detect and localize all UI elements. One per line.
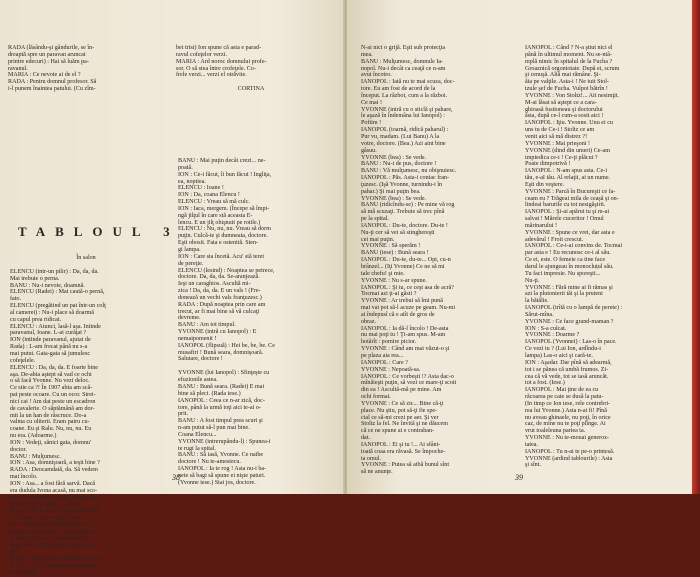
text-line: paravanul, Ioane. L-ai curăţat ? [10, 330, 87, 337]
text-line: duci la o petrecere... Când se-ntorc [10, 528, 95, 535]
text-line: YVONNE (bea) : Se vede. [361, 154, 427, 161]
text-line: mai încolo. [10, 474, 38, 481]
left-top-column-2 [176, 45, 326, 97]
text-line: Poate dimpotrivă ! [525, 161, 571, 168]
text-line: Stoltz la fel. Ne învită şi ne dăucem [361, 421, 448, 428]
text-line: ION : Aşadar. Dar pînă să adearmă, [525, 359, 612, 366]
text-line: trecut, ar fi mai bine să vă culcaţi [178, 308, 260, 315]
text-line: că ce ne spune ai e contraban- [361, 428, 435, 435]
left-top-column-1 [8, 45, 158, 97]
text-line: IANOPOL : Ce-i-ai convins de. Tocmai [525, 243, 623, 250]
text-line: coana Elencu, gata, s-a făcut ! [10, 501, 84, 508]
text-line: ELENCU (lesind) : Noaptea se petrece, [178, 267, 275, 274]
text-line: zica ! Da, da, da. E un vals ! (Fre- [178, 288, 261, 295]
text-line: cea că vă vede, tot se iasă aruncăt. [525, 373, 609, 380]
text-line: YVONNE (intrerupându-l) : Spunea-i [178, 438, 271, 445]
text-line: ION : Care sta încetă. Acu' stă teret [178, 253, 265, 260]
text-line: lencu. E un jilţ obişnuit pe rotile.) [178, 219, 261, 226]
text-line: Nu-ţi. [525, 277, 540, 284]
text-line: ELENCU : Ioane ! [178, 185, 224, 192]
tablou-title: TABLOUL 3 [18, 224, 180, 239]
text-line: n-am putut să-l pun mai bine. [178, 425, 250, 432]
text-line: BANU : Am tot timpul. [178, 322, 236, 329]
text-line: nu mai poţi tu ! Ţi-am spus. M-am [361, 332, 446, 339]
text-line: o să facă Yvonne. Nu vezi deloc. [10, 378, 90, 385]
text-line: IANOPOL : Care ? [361, 359, 408, 366]
text-line: ELENCU : Vreau să mă culc. [178, 199, 250, 206]
text-line: mplă nimic în spitalul de la Fucha ? [525, 58, 613, 65]
text-line: ELENCU : Da, da, da. E foarte bine [10, 364, 98, 371]
text-line: lampa) Las-o aici şi cară-te. [525, 352, 593, 359]
text-line: YVONNE : Când am mai văzut-o şi [361, 346, 450, 353]
text-line: unde calcă. Nici dinsa el nici coco' [10, 542, 95, 549]
text-line: şi sînt. [525, 462, 541, 469]
text-line: RADA : Să vedem ce va spune când [10, 508, 99, 515]
text-line: darul le ajungeau în monocluțul său. [525, 264, 614, 270]
text-line: te rugi la spital. [178, 445, 216, 452]
text-line: ION : Ce-i făcut, îi bun făcut ! Ingliţa, [178, 171, 272, 178]
text-line: YVONNE : Doarme ? [525, 332, 580, 339]
text-line: ION : S-a culcat. [525, 325, 567, 332]
text-line: YVONNE : Ce să zic... Bine că-ţi [361, 400, 444, 407]
text-line: ăsta, după ce-l cum-a sosit aici ! [525, 113, 604, 120]
text-line: ELENCU (intr-un pilir) : Da, da, da. [10, 268, 99, 275]
text-line: YVONNE : Ce face grand-maman ? [525, 318, 614, 325]
text-line: Rada) : L-am frecat până nu s-a [10, 344, 88, 351]
text-line: IANOPOL : Când ? N-a ştiut nici el [525, 45, 613, 51]
text-line: ELENCU : Nu, nu, nu. Vreau să dorm [178, 226, 271, 233]
text-line: valma cu oliterii. Eram patru cu- [10, 419, 90, 426]
text-line: YVONNE : Ar trebui să îmi pună [361, 298, 443, 305]
text-line: Salutare, doctore ! [178, 356, 223, 363]
text-line: donează un vechi vals franţuzesc.) [178, 294, 262, 301]
text-line: doctor. [10, 446, 27, 453]
text-line: Tocmai azi ţi-ai găsit ? [361, 291, 417, 298]
text-line: nete să bagi să spune ei nişte paturi. [178, 472, 266, 479]
text-line: tatea. [525, 441, 539, 448]
text-line: ochi format. [361, 394, 391, 401]
text-line: la beţi chiori, nici nu mai văd pe [10, 535, 89, 542]
text-line: YVONNE (ardind tablourile) : Asta [525, 455, 613, 462]
text-line: place. Nu ştiu, pot să-ţi fie spe- [361, 407, 438, 414]
text-line: fato. [10, 296, 21, 303]
text-line: IANOPOL : Tu n-ai te pe-o printesă. [525, 448, 615, 455]
text-line: printre edecuri) : Hai să luăm pa- [8, 58, 89, 65]
text-line: vrut toaleleuna pariea ta. [525, 428, 586, 435]
text-line: ION : Da, coana Elencu ! [178, 192, 240, 199]
text-line: nu aveau ghinaele, nu poţi, în orice [525, 414, 611, 421]
text-line: Pol. [10, 549, 20, 556]
left-page [0, 0, 345, 576]
text-line: Eşti din veştere. [525, 181, 565, 188]
text-line: Eşti obosit. Fata e ostenită. Sten- [178, 240, 259, 247]
text-line: salvat ! Mărele cuceritor ! Omul [525, 216, 604, 223]
text-line: YVONNE : Nu s-ar spune. [361, 277, 427, 284]
text-line: mai vai pot să-l acuze pe geam. Nu-mi [361, 305, 456, 312]
text-line: pahar.) Şi mai puţin bea. [361, 188, 421, 195]
text-line: nu era. (Adoarme.) [10, 433, 57, 440]
text-line: IANOPOL : Şi tu, ce ceşt asa de acră? [361, 284, 455, 291]
text-line: RADA (lăsându-şi gândurile, se în- [8, 45, 95, 51]
text-line: CORTINA [237, 86, 265, 93]
text-line: YVONNE (intră cu Ianopol) : E [178, 329, 257, 336]
text-line: mea. [361, 51, 373, 58]
text-line: BANU : Nu-i nevoie, doamnă. [10, 282, 85, 289]
text-line: ta omul. [361, 455, 381, 462]
text-line: IANOPOL (Yvonnei) : Las-o în pace. [525, 339, 617, 346]
text-line: ceam eu ? Trăgeai mila de ceaşă şi on- [525, 195, 619, 202]
text-line: doctore. Da, da, da. Se-aranjează. [178, 274, 260, 281]
text-line: aşa. De-abia aştept să vad ce ochi [10, 371, 92, 378]
text-line: Ce ei, este. O femeie ca tine face [525, 257, 606, 264]
text-line: În salon [76, 255, 96, 261]
text-line: mărinarului ! [525, 222, 557, 229]
text-line: YVONNE (intră cu o sticlă şi pahare, [361, 106, 453, 113]
text-line: ăia pe valţile. Asta-i ! Ne iuit Stol- [525, 79, 609, 86]
text-line: M-ai lăsat să aştept ce a cara- [525, 99, 597, 106]
text-line: hotărît : pornire picior. [361, 339, 417, 346]
text-line: ţuzesc. (Işă Yvonne, turnindu-i în [361, 181, 443, 188]
text-line: BANU : Mulţumesc. [10, 453, 61, 460]
text-line: toată coaa era răvasă. Se împoche- [361, 448, 446, 455]
text-line: coane. Eu şi Ralu. Nu, nu, nu. Eu [10, 426, 92, 433]
text-line: tău, e-aI tău. Al relaţii, ai un nume. [525, 175, 611, 182]
text-line: venit aici să mă distrez ?! [525, 133, 588, 140]
text-line: din ea ! Ascultă-mă pe mine. Am [361, 387, 442, 394]
text-line: efuzionile astea. [178, 377, 218, 384]
text-line: YVONNE : Parcă în Bucureşti ce fa- [525, 188, 616, 195]
text-line: YVONNE : Să sperăm ! [361, 243, 421, 250]
text-line: să mă scuzaţi. Trebuie să trec pînă [361, 209, 445, 216]
text-line: s-o întoarce şi ne va găsi aici. [10, 515, 82, 522]
text-line: Pur vu, madam. (Lui Banu) A la [361, 133, 440, 140]
text-line: cei mai puţin. [361, 236, 395, 243]
text-line: pe plaza aia rea... [361, 352, 404, 359]
text-line: Ce vezi tu ? (Lui Ion, ardîndu-i [525, 346, 601, 353]
text-line: IANOPOL (flipsuă) : Hei be, be, be. Ce [178, 342, 275, 349]
text-line: IANOPOL : Ia te rog ! Asta nu-i ba- [178, 466, 267, 473]
text-line: BANU : Mulţumesc, domnule Ia- [361, 58, 444, 65]
text-line: nopol. Nu-i decât ca ceaţă ce n-am [361, 65, 446, 72]
text-line: brânzel... (Iţi Yvonne) Ce ne să mi [361, 264, 445, 270]
text-line: pe la spital. [361, 216, 389, 223]
text-line: până în ultimul moment. Nu se-ntâ- [525, 51, 612, 58]
text-line: BANU : Bună seara. (Radei) E mai [178, 384, 265, 390]
text-line: YVONNE (lui Ianopol) : Sfinţeşte cu [178, 370, 270, 377]
text-line: mai putut. Gata-gata să jumulesc [10, 350, 91, 357]
text-line: IANOPOL : Iată nu te mai scuza, doc- [361, 79, 455, 86]
text-line: N-ai nici o grijă. Eşti sub protecţia [361, 45, 446, 51]
text-line: gi lampa. [178, 246, 201, 253]
text-line: IANOPOL : Şi-ai apărut tu şi m-ai [525, 209, 610, 216]
text-line: IANOPOL : Ce vorbeşti !? Asta dac-o [361, 373, 454, 380]
text-line: Ce stie ca ?! În 1907 abia am scă- [10, 385, 93, 392]
text-line: ELENCU (pregătind un pat într-un colţ [10, 303, 106, 310]
text-line: obraz. [361, 318, 377, 325]
text-line: YVONNE (dind din umeri) Ce-am [525, 147, 610, 154]
text-line: IANOPOL : Ia dă-l încolo ! De-asta [361, 325, 449, 332]
text-line: BANU : Să iasă, Yvonne. Ce naibe [178, 452, 264, 459]
text-line: frele verzi... verzi el otrăvite. [176, 72, 247, 79]
text-line: tot i se pănea că umbă frumos. Zi- [525, 366, 609, 373]
text-line: IANOPOL : Ei şi tu !... Ai sfânt- [361, 441, 441, 448]
text-line: adevărul ! Froii crescut. [525, 236, 584, 243]
text-line: BANU : Vă mulţumesc, nu obişnuiesc. [361, 168, 457, 175]
text-line: Coana Elencu... [178, 431, 217, 438]
text-line: gâsuu. [361, 147, 377, 154]
text-line: YVONNE : Mai prieşoni ! [525, 140, 590, 147]
text-line: YVONNE : Nu te-mouai generoz- [525, 435, 609, 442]
text-line: mînăieşti puţin, să vezi ce mare-ţi scoti [361, 380, 457, 387]
text-line: avut încotro. [361, 72, 392, 79]
text-line: lindeai barurile cu tot nesigăşirii. [525, 202, 606, 209]
text-line: rea lui Yvonne.) Asta n-ai fi! Pînă [525, 407, 607, 414]
text-line: bet trist) Ion spune că asta e parad- [176, 45, 262, 51]
text-line: să ne anunţe. [361, 469, 393, 476]
text-line: doctore ! Nu te-amestecu. [178, 459, 241, 466]
text-line: IANOPOL (trîtă cu o lampă de perete) : [525, 305, 623, 312]
text-line: la bătălie. [525, 298, 549, 305]
text-line: YVONNE : Fără mine ai fi rămas şi [525, 284, 613, 291]
text-line: (In timp ce Ion iese, rele contrebri- [525, 400, 611, 407]
text-line: BANU (ridicîndu-se) : Pe mine vă rog [361, 202, 455, 209]
left-column-2 [178, 158, 334, 486]
text-line: Poftim ! [361, 120, 382, 127]
text-line: IANOPOL : Du-te, du-te... Opt, cu-n [361, 257, 451, 264]
text-line: neavoastră. [10, 569, 38, 576]
text-line: IANOPOL : Du-te, doctore. Du-te ! [361, 222, 448, 229]
text-line: Groaznică orgoniotate. După ei, scrum [525, 65, 620, 72]
text-line: IANOPOL : Mai ţine de ea cu [525, 387, 599, 394]
right-column-1 [361, 45, 516, 476]
text-line: tzule şef de Fucha. Vulpoi bătrîn ! [525, 86, 608, 93]
text-line: impiedica ce-i ! Ce-ţi plăcut ? [525, 154, 598, 161]
text-line: BANU : În definitiv, spună ce-o vrea. [10, 556, 102, 563]
text-line: puţin. Culcă-te şi dumneata, doctore. [178, 233, 268, 240]
text-line: MARIA : Ard noroc domnului profe- [176, 58, 267, 65]
text-line: IANOPOL : Ceea ce n-ar zică, doc- [178, 397, 265, 404]
text-line: cofeţelele. [10, 357, 36, 364]
text-line: musafiri ! Bună seara, domnişoară. [178, 349, 264, 356]
text-line: BANU : A fost timpul prea scurt şi [178, 418, 263, 425]
text-line: ELENCU : Atunci, lasă-l aşa. Intinde [10, 323, 101, 330]
text-line: dreaptă spre un paravan aruncat [8, 51, 86, 58]
text-line: de cavalerie. O săptămână am dor- [10, 405, 95, 412]
text-line: tot a fost. (Iese.) [525, 380, 565, 387]
page-number-left: 38 [172, 473, 180, 482]
text-line: BANU : Mai puţin decât crezi... ne- [178, 158, 266, 164]
text-line: tale chefu! şi mie. [361, 270, 405, 277]
book-cover-edge [692, 0, 700, 494]
text-line: ION : Iaca, mergem. (Începe să împi- [178, 205, 270, 212]
page-number-right: 39 [515, 473, 523, 482]
text-line: (Yvonne iese.) Stai jos, doctore. [178, 479, 256, 486]
text-line: Ieşi un caraghios. Ascultă mi- [178, 281, 251, 288]
text-line: team un cuvânt la ivirea. Numai cu [10, 494, 96, 501]
text-line [10, 262, 162, 269]
text-line: Ce mai ! [361, 99, 382, 106]
text-line: nemaipomenit ! [178, 335, 217, 342]
text-line: ION : Asa, domnişoară, a ieşit bine ? [10, 460, 100, 467]
text-line: şi cenuşă. Altă mai rămâne. Şi- [525, 72, 601, 79]
text-line: IANOPOL : Iţiu. Yvonne. Unu ei cu [525, 120, 613, 127]
text-line: YVONNE : Spune ce vrei, dar asta e [525, 229, 615, 236]
text-line: devreme. [178, 315, 201, 322]
text-line: RADA : Pentru domnul profesor. Să [8, 79, 97, 86]
text-line: poată. [178, 164, 193, 171]
text-line: ghioasă fustioneau şi doctorului [525, 106, 603, 113]
text-line: YVONNE : Von Stoltz!... Ait nesimţit. [525, 92, 620, 99]
text-line: de pereţie. [178, 260, 204, 267]
text-line: ravanul. [8, 65, 28, 72]
text-line: al camerei) : Nu-i place să doarmă [10, 309, 94, 316]
text-line: răcoarea pe cate se dusă la patu- [525, 394, 604, 401]
text-line: IANOPOL : Păs. Asta-i coniac fran- [361, 175, 450, 182]
text-line: prit. [178, 411, 188, 418]
text-line: ea, noptiea. [178, 178, 206, 185]
text-line: ION : Până-n seri nu mai vine. Ce [10, 522, 93, 529]
text-line: BANU : Nu-i de pus, doctore ! [361, 161, 437, 168]
text-line: cu capul prea ridicat. [10, 316, 62, 323]
text-line: ION : Asa... a fost fără sarvă. Dacă [10, 481, 96, 487]
text-line: MARIA : Ce nevoie ai de el ? [8, 72, 81, 79]
text-line: Sărut-mîna. [525, 311, 554, 318]
text-line: ION (intinde paravanul, ajutat de [10, 337, 91, 344]
text-line: azi la plutonierii tăi şi la pruteni [525, 291, 603, 298]
text-line: ELENCU (Radei) : Mai caută-o pernă, [10, 289, 105, 296]
right-column-2 [525, 45, 683, 473]
left-column-1 [10, 255, 162, 576]
text-line: YVONNE : Putea să aibă bunul sînt [361, 462, 450, 469]
text-line: început. La război, cum a la război. [361, 92, 448, 99]
text-line: sor. O să stea între crofeţele. Co- [176, 65, 256, 72]
text-line: YVONNE : Nepoată-sa. [361, 366, 421, 373]
right-page [347, 0, 692, 494]
text-line: caz, de mine nu te poţi plînge. Ai [525, 421, 606, 428]
text-line: Nu-ţi cer să vei să stinghereşti [361, 229, 435, 236]
text-line: i-l punem înaintea patului. (Cu zîm- [8, 86, 96, 93]
text-line: nici cai ! Am dat peste un escadron [10, 398, 96, 405]
text-line: IANOPOL : N-am spus asta. Ce-i [525, 168, 608, 175]
text-line: mit la un han de răscruce. Do-a [10, 412, 87, 419]
text-line: YVONNE (bea) : Se vede. [361, 195, 427, 202]
text-line: ngă jilţul în care stă aceasta E- [178, 212, 253, 219]
text-line: Mai trebuie o perna. [10, 275, 60, 282]
text-line: tore. Eu am fost de acord de la [361, 86, 436, 93]
text-line: ION : Vedeţi, sănici gata, domnu' [10, 439, 92, 446]
text-line: ai îndepusî că e atît de gros de [361, 311, 435, 318]
text-line: par asta e ! Eu recunosc ce-i al său. [525, 250, 611, 257]
text-line: RADA : Deocamdată, da. Să vedem [10, 467, 98, 474]
text-line [176, 79, 326, 86]
text-line: IANOPOL (toarnă, ridică paharul) : [361, 127, 449, 134]
text-line: Tu faci impresie. Nu sporeşti... [525, 270, 601, 277]
text-line: RADA : După noaptea prin care am [178, 301, 266, 308]
text-line: RADA : Va fi neplăcut pentru dum- [10, 563, 97, 570]
text-line: le aşază în îndemâna lui Ianopol) : [361, 113, 445, 120]
text-line: BANU (iese) : Bună seara ! [361, 250, 429, 257]
text-line: pat peste ocoare. Cu un ocor. Strei- [10, 392, 96, 399]
text-line: votre, doctore. (Bea.) Azi aint bine [361, 140, 446, 147]
text-line: uns tu de Ce-i ! Stoltz ce am [525, 127, 595, 134]
text-line: era dudula Ivona acasă, nu mai sco- [10, 487, 98, 494]
text-line: ravul cofeţelor verzi. [176, 51, 227, 58]
text-line: bine să pleci. (Rada iese.) [178, 390, 241, 397]
text-line: dat. [361, 435, 370, 442]
text-line: cial ce să-mi crezi pe aer. Şi ver [361, 414, 439, 421]
text-line: tore, până la urmă toţi aici te-ai o- [178, 404, 261, 411]
